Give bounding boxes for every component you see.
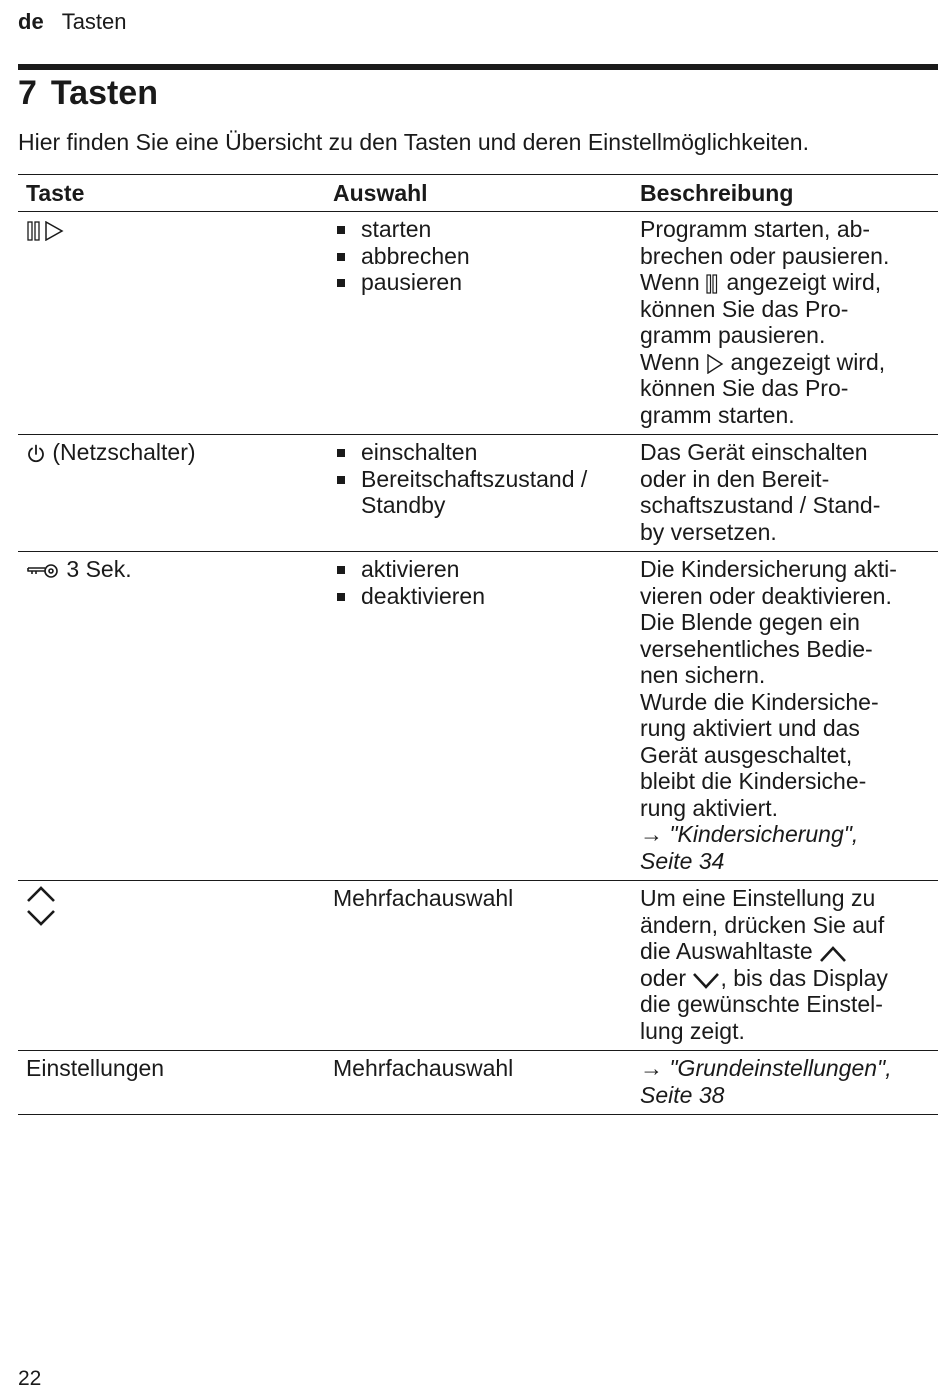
pause-icon (26, 221, 44, 241)
chevron-down-icon (692, 972, 720, 990)
key-label: 3 Sek. (66, 556, 132, 582)
list-item: pausieren (333, 269, 624, 296)
table-row (18, 881, 938, 1051)
list-item: starten (333, 216, 624, 243)
page-number: 22 (18, 1367, 42, 1390)
table-row (18, 435, 938, 552)
desc-line: versehentliches Bedie- (640, 635, 873, 662)
desc-line: bleibt die Kindersiche- (640, 768, 867, 794)
pause-icon (706, 274, 720, 294)
option-text: Mehrfachauswahl (333, 885, 514, 911)
chapter-number: 7 (18, 74, 37, 112)
desc-line: lung zeigt. (640, 1017, 745, 1044)
desc-line: brechen oder pausieren. (640, 242, 890, 269)
desc-line: nen sichern. (640, 662, 766, 688)
desc-line: können Sie das Pro- (640, 295, 849, 322)
desc-line: die gewünschte Einstel- (640, 991, 883, 1017)
options-cell (325, 881, 632, 1051)
desc-text: , bis das Display (720, 964, 888, 991)
desc-line: rung aktiviert und das (640, 715, 860, 741)
option-text: Mehrfachauswahl (333, 1055, 514, 1081)
key-cell (18, 552, 325, 881)
description-cell (632, 212, 938, 435)
play-icon (706, 354, 724, 374)
desc-line: schaftszustand / Stand- (640, 492, 881, 518)
desc-text: Wenn (640, 269, 707, 295)
desc-line: Das Gerät einschalten (640, 439, 868, 465)
desc-line: Wurde die Kindersiche- (640, 688, 879, 715)
key-cell (18, 435, 325, 552)
cross-reference-page[interactable]: Seite 34 (640, 847, 725, 874)
options-cell (325, 1051, 632, 1115)
desc-line: rung aktiviert. (640, 794, 779, 821)
desc-line: by versetzen. (640, 518, 777, 545)
desc-line: Um eine Einstellung zu (640, 885, 876, 911)
header-auswahl: Auswahl (325, 175, 632, 212)
language-code: de (18, 9, 44, 34)
desc-line: Die Kindersicherung akti- (640, 556, 897, 582)
description-cell (632, 435, 938, 552)
desc-line: oder in den Bereit- (640, 465, 830, 492)
play-icon (44, 221, 64, 241)
running-header (18, 8, 127, 36)
desc-line: gramm starten. (640, 401, 795, 428)
desc-line: vieren oder deaktivieren. (640, 582, 892, 609)
desc-line: ändern, drücken Sie auf (640, 911, 885, 938)
ref-text: "Grundeinstellungen", (669, 1055, 892, 1081)
desc-text: die Auswahltaste (640, 938, 820, 964)
intro-text: Hier finden Sie eine Übersicht zu den Tasten und deren Einstellmöglichkeiten. (18, 129, 809, 155)
key-cell (18, 1051, 325, 1115)
options-cell (325, 212, 632, 435)
desc-line (640, 269, 930, 296)
cross-reference-link[interactable] (640, 821, 930, 848)
table-row (18, 552, 938, 881)
key-label: Einstellungen (26, 1055, 165, 1081)
list-item: aktivieren (333, 556, 624, 583)
list-item: abbrechen (333, 243, 624, 270)
header-beschreibung: Beschreibung (632, 175, 938, 212)
ref-text: "Kindersicherung", (669, 821, 859, 847)
chapter-heading (18, 72, 158, 114)
desc-text: angezeigt wird, (720, 269, 882, 295)
description-cell (632, 1051, 938, 1115)
description-cell (632, 881, 938, 1051)
key-icon (26, 561, 60, 581)
chevron-up-icon (819, 945, 847, 963)
header-section: Tasten (61, 9, 127, 34)
desc-text: oder (640, 964, 693, 991)
key-cell (18, 212, 325, 435)
arrow-icon: → (640, 821, 663, 847)
desc-text: angezeigt wird, (724, 348, 886, 375)
list-item: einschalten (333, 439, 624, 466)
power-icon (26, 444, 46, 464)
header-rule (18, 64, 938, 70)
desc-line (640, 349, 930, 376)
key-cell (18, 881, 325, 1051)
desc-line: Die Blende gegen ein (640, 609, 860, 635)
desc-line (640, 965, 930, 992)
list-item: deaktivieren (333, 583, 624, 610)
options-cell (325, 552, 632, 881)
desc-line: können Sie das Pro- (640, 375, 849, 401)
cross-reference-link[interactable] (640, 1055, 930, 1082)
arrow-icon: → (640, 1055, 663, 1081)
table-row (18, 1051, 938, 1115)
desc-line: Gerät ausgeschaltet, (640, 741, 853, 768)
desc-line (640, 938, 930, 965)
table-row (18, 212, 938, 435)
list-item: Bereitschaftszustand / Standby (333, 466, 624, 519)
chevron-up-icon (26, 885, 317, 903)
key-label: (Netzschalter) (52, 439, 196, 465)
keys-table (18, 174, 938, 1115)
desc-line: gramm pausieren. (640, 322, 826, 348)
cross-reference-page[interactable]: Seite 38 (640, 1081, 725, 1108)
header-taste: Taste (18, 175, 325, 212)
chevron-down-icon (26, 909, 317, 927)
chapter-title: Tasten (50, 74, 158, 112)
desc-line: Programm starten, ab- (640, 216, 871, 242)
table-header-row (18, 175, 938, 212)
options-cell (325, 435, 632, 552)
description-cell (632, 552, 938, 881)
desc-text: Wenn (640, 348, 707, 375)
